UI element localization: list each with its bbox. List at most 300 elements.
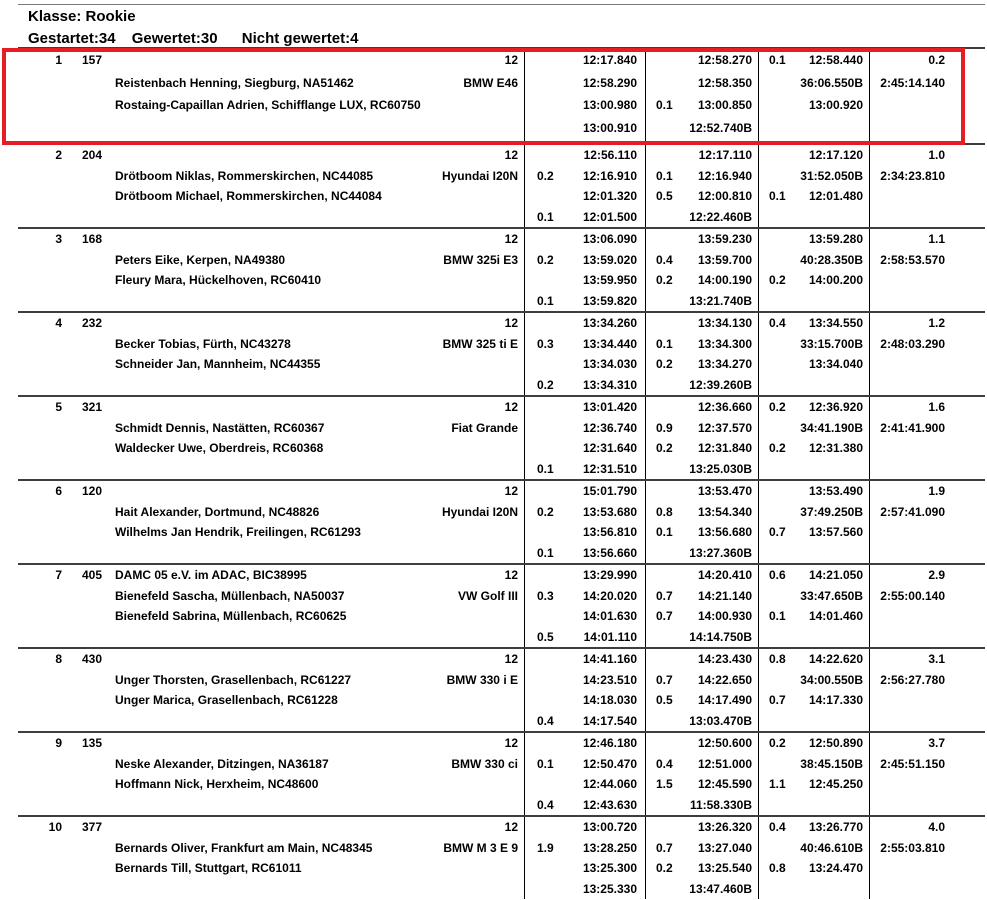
start-number-cell: 157 <box>82 53 103 67</box>
start-number-cell: 321 <box>82 400 103 414</box>
time-value: 12:01.320 <box>582 189 637 203</box>
start-number-cell: 135 <box>82 736 103 750</box>
total-value: 2:45:14.140 <box>880 75 945 90</box>
time-value: 12:52.740B <box>689 120 752 135</box>
time-value: 13:00.980 <box>582 98 637 112</box>
position-cell: 9 <box>55 736 62 750</box>
times-column-1 <box>525 397 646 479</box>
time-value: 12:43.630 <box>582 797 637 812</box>
car-model: VW Golf III <box>458 588 518 603</box>
penalty-value: 0.4 <box>537 713 554 728</box>
time-value: 13:47.460B <box>689 881 752 896</box>
result-row <box>18 395 985 479</box>
start-number-cell: 405 <box>82 568 103 582</box>
stat-gewertet: Gewertet:30 <box>131 30 218 47</box>
car-model: BMW M 3 E 9 <box>443 840 518 855</box>
result-row <box>18 647 985 731</box>
driver-name: Reistenbach Henning, Siegburg, NA51462 <box>115 75 354 90</box>
time-value: 13:25.540 <box>697 861 752 875</box>
time-value: 40:28.350B <box>800 252 863 267</box>
time-value: 12:58.440 <box>808 53 863 67</box>
time-value: 33:47.650B <box>800 588 863 603</box>
time-value: 13:03.470B <box>689 713 752 728</box>
time-value: 13:25.030B <box>689 461 752 476</box>
car-model: BMW 330 i E <box>446 672 518 687</box>
total-value: 2:57:41.090 <box>880 504 945 519</box>
time-value: 13:53.680 <box>582 504 637 519</box>
time-value: 12:56.110 <box>583 148 637 162</box>
car-model: BMW 330 ci <box>451 756 518 771</box>
position-cell: 10 <box>48 820 62 834</box>
time-value: 12:45.590 <box>697 777 752 791</box>
codriver-name: Bernards Till, Stuttgart, RC61011 <box>115 861 302 875</box>
time-value: 12:39.260B <box>689 377 752 392</box>
total-value: 2:55:03.810 <box>880 840 945 855</box>
time-value: 13:25.330 <box>582 881 637 896</box>
time-value: 38:45.150B <box>800 756 863 771</box>
penalty-value: 0.6 <box>769 568 786 582</box>
driver-name: Unger Thorsten, Grasellenbach, RC61227 <box>115 672 352 687</box>
total-value: 1.1 <box>928 232 945 246</box>
entry-cell <box>108 817 525 899</box>
time-value: 12:17.120 <box>808 148 863 162</box>
time-value: 13:01.420 <box>582 400 637 414</box>
total-value <box>870 690 985 711</box>
times-column-3 <box>759 481 870 563</box>
entry-cell <box>108 649 525 731</box>
runs-count: 12 <box>504 232 518 246</box>
time-value: 12:45.250 <box>808 777 863 791</box>
times-column-2 <box>646 145 759 227</box>
time-value: 14:00.930 <box>697 609 752 623</box>
runs-count: 12 <box>504 148 518 162</box>
times-column-3 <box>759 145 870 227</box>
start-number-cell: 204 <box>82 148 103 162</box>
time-value: 12:58.270 <box>697 53 752 67</box>
times-column-1 <box>525 733 646 815</box>
time-value: 13:59.280 <box>808 232 863 246</box>
driver-name: Becker Tobias, Fürth, NC43278 <box>115 336 291 351</box>
total-value: 1.6 <box>928 400 945 414</box>
time-value: 14:22.620 <box>808 652 863 666</box>
time-value: 12:17.840 <box>582 53 637 67</box>
times-column-3 <box>759 397 870 479</box>
total-value <box>870 858 985 879</box>
total-value: 1.0 <box>928 148 945 162</box>
time-value: 37:49.250B <box>800 504 863 519</box>
penalty-value: 0.2 <box>537 252 554 267</box>
driver-name: Neske Alexander, Ditzingen, NA36187 <box>115 756 329 771</box>
total-value <box>870 795 985 816</box>
car-model: Hyundai I20N <box>441 504 518 519</box>
time-value: 13:34.300 <box>697 336 752 351</box>
times-column-1 <box>525 313 646 395</box>
time-value: 13:59.230 <box>697 232 752 246</box>
stats-line <box>28 30 358 48</box>
times-column-1 <box>525 145 646 227</box>
penalty-value: 0.5 <box>537 629 554 644</box>
times-column-3 <box>759 49 870 143</box>
times-column-2 <box>646 565 759 647</box>
time-value: 14:41.160 <box>582 652 637 666</box>
total-value: 3.1 <box>928 652 945 666</box>
position-cell: 2 <box>55 148 62 162</box>
car-model: Fiat Grande <box>451 420 518 435</box>
result-row <box>18 143 985 227</box>
penalty-value: 0.2 <box>537 377 554 392</box>
times-column-2 <box>646 229 759 311</box>
penalty-value: 0.4 <box>769 316 786 330</box>
result-row <box>18 815 985 899</box>
total-value <box>870 375 985 396</box>
driver-name: Bernards Oliver, Frankfurt am Main, NC48345 <box>115 840 373 855</box>
penalty-value: 0.2 <box>656 357 673 371</box>
time-value: 14:00.200 <box>808 273 863 287</box>
total-value: 4.0 <box>928 820 945 834</box>
times-column-2 <box>646 649 759 731</box>
driver-name: Peters Eike, Kerpen, NA49380 <box>115 252 286 267</box>
time-value: 13:28.250 <box>582 840 637 855</box>
time-value: 12:31.380 <box>808 441 863 455</box>
penalty-value: 0.8 <box>769 861 786 875</box>
penalty-value: 0.1 <box>537 209 554 224</box>
total-value <box>870 879 985 900</box>
time-value: 13:34.030 <box>582 357 637 371</box>
time-value: 13:57.560 <box>808 525 863 539</box>
time-value: 12:22.460B <box>689 209 752 224</box>
total-value <box>870 711 985 732</box>
entry-cell <box>108 733 525 815</box>
penalty-value: 0.2 <box>769 400 786 414</box>
time-value: 12:44.060 <box>582 777 637 791</box>
penalty-value: 0.7 <box>656 609 673 623</box>
penalty-value: 0.2 <box>769 441 786 455</box>
time-value: 13:26.770 <box>808 820 863 834</box>
codriver-name: Schneider Jan, Mannheim, NC44355 <box>115 357 321 371</box>
penalty-value: 0.2 <box>656 861 673 875</box>
time-value: 13:59.820 <box>582 293 637 308</box>
time-value: 12:17.110 <box>698 148 752 162</box>
time-value: 13:29.990 <box>582 568 637 582</box>
total-value <box>870 270 985 291</box>
times-column-1 <box>525 565 646 647</box>
time-value: 34:00.550B <box>800 672 863 687</box>
time-value: 14:17.490 <box>697 693 752 707</box>
penalty-value: 0.1 <box>537 293 554 308</box>
penalty-value: 0.1 <box>656 336 673 351</box>
time-value: 12:50.470 <box>582 756 637 771</box>
penalty-value: 0.4 <box>656 756 673 771</box>
times-column-1 <box>525 649 646 731</box>
penalty-value: 0.7 <box>769 693 786 707</box>
time-value: 13:54.340 <box>697 504 752 519</box>
penalty-value: 0.7 <box>769 525 786 539</box>
total-value: 2:56:27.780 <box>880 672 945 687</box>
result-row <box>18 479 985 563</box>
time-value: 12:01.480 <box>808 189 863 203</box>
runs-count: 12 <box>504 568 518 582</box>
time-value: 13:26.320 <box>697 820 752 834</box>
time-value: 12:36.740 <box>582 420 637 435</box>
time-value: 12:50.890 <box>808 736 863 750</box>
total-column <box>870 313 985 395</box>
total-value: 1.9 <box>928 484 945 498</box>
time-value: 14:23.510 <box>582 672 637 687</box>
codriver-name: Rostaing-Capaillan Adrien, Schifflange LUX, RC60750 <box>115 98 421 112</box>
results-table <box>18 47 985 899</box>
total-value <box>870 186 985 207</box>
total-value: 3.7 <box>928 736 945 750</box>
penalty-value: 1.1 <box>769 777 786 791</box>
time-value: 14:20.410 <box>697 568 752 582</box>
time-value: 12:37.570 <box>697 420 752 435</box>
total-value: 2:55:00.140 <box>880 588 945 603</box>
class-title: Klasse: Rookie <box>28 8 136 25</box>
penalty-value: 0.2 <box>656 441 673 455</box>
entry-cell <box>108 565 525 647</box>
time-value: 14:22.650 <box>697 672 752 687</box>
times-column-1 <box>525 481 646 563</box>
time-value: 13:21.740B <box>689 293 752 308</box>
total-value: 2.9 <box>928 568 945 582</box>
times-column-2 <box>646 397 759 479</box>
time-value: 11:58.330B <box>689 797 752 812</box>
penalty-value: 1.5 <box>656 777 673 791</box>
penalty-value: 0.1 <box>656 168 673 183</box>
total-column <box>870 733 985 815</box>
total-column <box>870 481 985 563</box>
codriver-name: Unger Marica, Grasellenbach, RC61228 <box>115 693 338 707</box>
penalty-value: 0.7 <box>656 840 673 855</box>
total-column <box>870 397 985 479</box>
total-value <box>870 354 985 375</box>
times-column-3 <box>759 229 870 311</box>
position-cell: 3 <box>55 232 62 246</box>
driver-name: Schmidt Dennis, Nastätten, RC60367 <box>115 420 325 435</box>
times-column-2 <box>646 817 759 899</box>
time-value: 12:31.840 <box>697 441 752 455</box>
time-value: 12:00.810 <box>697 189 752 203</box>
time-value: 13:59.950 <box>582 273 637 287</box>
runs-count: 12 <box>504 736 518 750</box>
time-value: 13:59.020 <box>582 252 637 267</box>
driver-name: Drötboom Niklas, Rommerskirchen, NC44085 <box>115 168 374 183</box>
total-column <box>870 229 985 311</box>
penalty-value: 0.4 <box>656 252 673 267</box>
time-value: 14:17.540 <box>582 713 637 728</box>
penalty-value: 0.1 <box>656 525 673 539</box>
total-column <box>870 817 985 899</box>
total-value <box>870 459 985 480</box>
penalty-value: 0.4 <box>537 797 554 812</box>
codriver-name: Fleury Mara, Hückelhoven, RC60410 <box>115 273 322 287</box>
time-value: 12:58.290 <box>582 75 637 90</box>
total-value <box>870 207 985 228</box>
start-number-cell: 168 <box>82 232 103 246</box>
time-value: 14:01.110 <box>583 629 637 644</box>
time-value: 14:18.030 <box>582 693 637 707</box>
runs-count: 12 <box>504 820 518 834</box>
time-value: 14:23.430 <box>697 652 752 666</box>
entry-cell <box>108 229 525 311</box>
times-column-3 <box>759 313 870 395</box>
entry-cell <box>108 49 525 143</box>
time-value: 12:16.940 <box>697 168 752 183</box>
time-value: 14:01.630 <box>582 609 637 623</box>
time-value: 13:56.660 <box>582 545 637 560</box>
time-value: 12:51.000 <box>697 756 752 771</box>
times-column-1 <box>525 817 646 899</box>
total-column <box>870 565 985 647</box>
time-value: 12:36.660 <box>697 400 752 414</box>
stat-nicht-gewertet: Nicht gewertet:4 <box>241 30 359 47</box>
penalty-value: 0.8 <box>769 652 786 666</box>
times-column-2 <box>646 733 759 815</box>
times-column-2 <box>646 49 759 143</box>
times-column-1 <box>525 49 646 143</box>
time-value: 13:53.490 <box>808 484 863 498</box>
time-value: 14:20.020 <box>582 588 637 603</box>
entry-cell <box>108 481 525 563</box>
time-value: 13:34.270 <box>697 357 752 371</box>
time-value: 13:34.550 <box>808 316 863 330</box>
entry-cell <box>108 397 525 479</box>
runs-count: 12 <box>504 316 518 330</box>
total-value <box>870 522 985 543</box>
time-value: 12:50.600 <box>697 736 752 750</box>
total-value: 2:34:23.810 <box>880 168 945 183</box>
time-value: 13:25.300 <box>582 861 637 875</box>
total-value <box>870 543 985 564</box>
result-row <box>18 47 985 143</box>
result-row <box>18 731 985 815</box>
start-number-cell: 120 <box>82 484 103 498</box>
time-value: 13:34.260 <box>582 316 637 330</box>
top-divider <box>18 4 985 5</box>
result-row <box>18 227 985 311</box>
penalty-value: 0.5 <box>656 693 673 707</box>
driver-name: Hait Alexander, Dortmund, NC48826 <box>115 504 320 519</box>
total-value: 0.2 <box>928 53 945 67</box>
time-value: 33:15.700B <box>800 336 863 351</box>
codriver-name: Waldecker Uwe, Oberdreis, RC60368 <box>115 441 324 455</box>
total-column <box>870 145 985 227</box>
car-model: BMW 325 ti E <box>442 336 518 351</box>
times-column-2 <box>646 481 759 563</box>
time-value: 13:56.680 <box>697 525 752 539</box>
time-value: 12:46.180 <box>582 736 637 750</box>
position-cell: 4 <box>55 316 62 330</box>
position-cell: 1 <box>55 53 62 67</box>
runs-count: 12 <box>504 400 518 414</box>
time-value: 40:46.610B <box>800 840 863 855</box>
penalty-value: 0.2 <box>656 273 673 287</box>
car-model: BMW 325i E3 <box>443 252 518 267</box>
runs-count: 12 <box>504 484 518 498</box>
times-column-3 <box>759 817 870 899</box>
result-row <box>18 311 985 395</box>
entry-cell <box>108 145 525 227</box>
total-value <box>870 438 985 459</box>
total-column <box>870 49 985 143</box>
penalty-value: 0.2 <box>769 273 786 287</box>
result-row <box>18 563 985 647</box>
time-value: 12:58.350 <box>697 75 752 90</box>
penalty-value: 0.2 <box>537 504 554 519</box>
penalty-value: 0.7 <box>656 588 673 603</box>
penalty-value: 0.8 <box>656 504 673 519</box>
codriver-name: Bienefeld Sabrina, Müllenbach, RC60625 <box>115 609 347 623</box>
runs-count: 12 <box>504 652 518 666</box>
total-value <box>870 627 985 648</box>
driver-name: Bienefeld Sascha, Müllenbach, NA50037 <box>115 588 345 603</box>
position-cell: 7 <box>55 568 62 582</box>
total-value <box>870 94 985 117</box>
penalty-value: 0.1 <box>769 53 786 67</box>
time-value: 13:27.360B <box>689 545 752 560</box>
time-value: 14:01.460 <box>808 609 863 623</box>
penalty-value: 0.5 <box>656 189 673 203</box>
time-value: 13:56.810 <box>582 525 637 539</box>
start-number-cell: 232 <box>82 316 103 330</box>
total-column <box>870 649 985 731</box>
time-value: 14:00.190 <box>697 273 752 287</box>
time-value: 13:34.130 <box>697 316 752 330</box>
total-value: 2:45:51.150 <box>880 756 945 771</box>
stat-gestartet: Gestartet:34 <box>28 30 116 47</box>
penalty-value: 0.3 <box>537 336 554 351</box>
times-column-2 <box>646 313 759 395</box>
times-column-3 <box>759 733 870 815</box>
start-number-cell: 377 <box>82 820 103 834</box>
car-model: Hyundai I20N <box>441 168 518 183</box>
time-value: 14:17.330 <box>808 693 863 707</box>
codriver-name: Drötboom Michael, Rommerskirchen, NC44084 <box>115 189 382 203</box>
penalty-value: 0.7 <box>656 672 673 687</box>
time-value: 14:21.140 <box>697 588 752 603</box>
runs-count: 12 <box>504 53 518 67</box>
penalty-value: 0.9 <box>656 420 673 435</box>
codriver-name: Hoffmann Nick, Herxheim, NC48600 <box>115 777 319 791</box>
entry-cell <box>108 313 525 395</box>
penalty-value: 0.4 <box>769 820 786 834</box>
penalty-value: 0.1 <box>769 189 786 203</box>
time-value: 13:27.040 <box>697 840 752 855</box>
time-value: 12:01.500 <box>582 209 637 224</box>
position-cell: 8 <box>55 652 62 666</box>
penalty-value: 0.3 <box>537 588 554 603</box>
time-value: 36:06.550B <box>800 75 863 90</box>
time-value: 15:01.790 <box>582 484 637 498</box>
time-value: 12:36.920 <box>808 400 863 414</box>
position-cell: 6 <box>55 484 62 498</box>
total-value: 2:58:53.570 <box>880 252 945 267</box>
times-column-1 <box>525 229 646 311</box>
time-value: 31:52.050B <box>800 168 863 183</box>
time-value: 13:24.470 <box>808 861 863 875</box>
time-value: 12:16.910 <box>582 168 637 183</box>
time-value: 13:34.040 <box>808 357 863 371</box>
total-value: 2:48:03.290 <box>880 336 945 351</box>
times-column-3 <box>759 649 870 731</box>
time-value: 12:31.640 <box>582 441 637 455</box>
total-value <box>870 117 985 140</box>
penalty-value: 0.2 <box>537 168 554 183</box>
time-value: 13:00.720 <box>582 820 637 834</box>
times-column-3 <box>759 565 870 647</box>
total-value <box>870 606 985 627</box>
total-value <box>870 291 985 312</box>
